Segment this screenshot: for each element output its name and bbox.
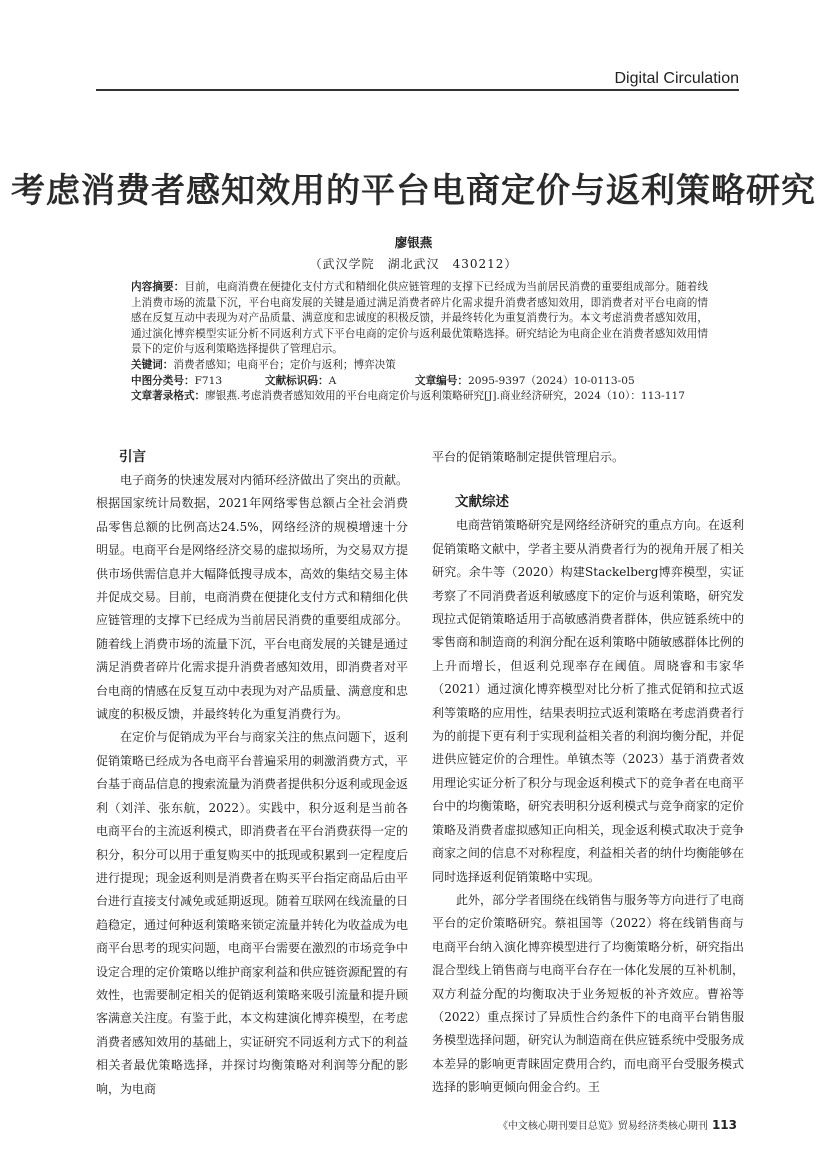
clc-label: 中图分类号： — [131, 374, 195, 387]
article-no-label: 文章编号： — [415, 374, 468, 387]
keywords-label: 关键词： — [131, 358, 174, 371]
header-divider — [96, 89, 739, 91]
keywords — [131, 358, 708, 374]
intro-continuation: 平台的促销策略制定提供管理启示。 — [432, 450, 625, 464]
abstract — [131, 280, 708, 358]
footer-journal-line: 《中文核心期刊要目总览》贸易经济类核心期刊 — [497, 1121, 708, 1132]
doc-code-label: 文献标识码： — [265, 374, 329, 387]
author-affiliation: （武汉学院 湖北武汉 430212） — [309, 257, 518, 271]
article-metadata — [131, 280, 708, 405]
citation — [131, 389, 708, 405]
literature-paragraph: 电商营销策略研究是网络经济研究的重点方向。在返利促销策略文献中，学者主要从消费者行为的视角开展了相关研究。余牛等（2020）构建Stackelberg博弈模型，实证考察了不同消费者返利敏感度下的定价与返利策略，研究发现拉式促销策略适用于高敏感消费者群体，供应链系统中的零售商和制造商的利润分配在返利策略中随敏感群体比例的上升而增长，但返利兑现率存在阈值。周晓睿和韦家华（2021）通过演化博弈模型对比分析了推式促销和拉式返利等策略的应用性，结果表明拉式返利策略在考虑消费者行为的前提下更有利于实现利益相关者的利润均衡分配，并促进供应链定价的合理性。单镇杰等（2023）基于消费者效用理论实证分析了积分与现金返利模式下的竞争者在电商平台中的均衡策略，研究表明积分返利模式与竞争商家的定价策略及消费者虚拟感知正向相关，现金返利模式取决于竞争商家之间的信息不对称程度，利益相关者的纳什均衡能够在同时选择返利促销策略中实现。 — [432, 518, 745, 884]
article-title: 考虑消费者感知效用的平台电商定价与返利策略研究 — [11, 171, 816, 211]
page-number: 113 — [711, 1118, 737, 1132]
page-footer — [498, 1117, 737, 1132]
citation-label: 文章著录格式： — [131, 390, 206, 403]
keywords-text: 消费者感知；电商平台；定价与返利；博弈决策 — [173, 358, 396, 371]
citation-text: 廖银燕.考虑消费者感知效用的平台电商定价与返利策略研究[J].商业经济研究，2024（10）：113-117 — [205, 390, 685, 403]
intro-paragraph: 电子商务的快速发展对内循环经济做出了突出的贡献。根据国家统计局数据，2021年网络零售总额占全社会消费品零售总额的比例高达24.5%，网络经济的规模增速十分明显。电商平台是网络经济交易的虚拟场所，为交易双方提供市场供需信息并大幅降低搜寻成本，高效的集结交易主体并促成交易。目前，电商消费在便捷化支付方式和精细化供应链管理的支撑下已经成为当前居民消费的重要组成部分。随着线上消费市场的流量下沉，平台电商发展的关键是通过满足消费者碎片化需求提升消费者感知效用，即消费者对平台电商的情感在反复互动中表现为对产品质量、满意度和忠诚度的积极反馈，并最终转化为重复消费行为。 — [96, 473, 409, 722]
author-name: 廖银燕 — [394, 235, 433, 250]
clc-value: F713 — [194, 374, 223, 387]
doc-code-value: A — [328, 374, 337, 387]
intro-paragraph: 在定价与促销成为平台与商家关注的焦点问题下，返利促销策略已经成为各电商平台普遍采用的刺激消费方式，平台基于商品信息的搜索流量为消费者提供积分返利或现金返利（刘洋、张东航，2022）。实践中，积分返利是当前各电商平台的主流返利模式，即消费者在平台消费获得一定的积分，积分可以用于重复购买中的抵现或积累到一定程度后进行提现；现金返利则是消费者在购买平台指定商品后由平台进行直接支付减免或延期返现。随着互联网在线流量的日趋稳定，通过何种返利策略来锁定流量并转化为收益成为电商平台思考的现实问题，电商平台需要在激烈的市场竞争中设定合理的定价策略以维护商家利益和供应链资源配置的有效性，也需要制定相关的促销返利策略来吸引流量和提升顾客满意关注度。有鉴于此，本文构建演化博弈模型，在考虑消费者感知效用的基础上，实证研究不同返利方式下的利益相关者最优策略选择，并探讨均衡策略对利润等分配的影响，为电商 — [96, 730, 409, 1096]
classification-row — [131, 374, 708, 390]
journal-header-label: Digital Circulation — [614, 70, 739, 87]
left-column — [96, 446, 408, 1101]
literature-heading: 文献综述 — [455, 494, 509, 511]
intro-heading: 引言 — [119, 449, 146, 465]
literature-paragraph: 此外，部分学者围绕在线销售与服务等方向进行了电商平台的定价策略研究。蔡祖国等（2022）将在线销售商与电商平台纳入演化博弈模型进行了均衡策略分析，研究指出混合型线上销售商与电商平台存在一体化发展的互补机制，双方利益分配的均衡取决于业务短板的补齐效应。曹裕等（2022）重点探讨了异质性合约条件下的电商平台销售服务模型选择问题，研究认为制造商在供应链系统中受服务成本差异的影响更青睐固定费用合约，而电商平台受服务模式选择的影响更倾向佣金合约。王 — [432, 892, 745, 1095]
abstract-label: 内容摘要： — [131, 281, 185, 293]
right-column — [432, 446, 744, 1100]
article-no-value: 2095-9397（2024）10-0113-05 — [467, 374, 635, 387]
abstract-text: 目前，电商消费在便捷化支付方式和精细化供应链管理的支撑下已经成为当前居民消费的重要组成部分。随着线上消费市场的流量下沉，平台电商发展的关键是通过满足消费者碎片化需求提升消费者感知效用，即消费者对平台电商的情感在反复互动中表现为对产品质量、满意度和忠诚度的积极反馈，并最终转化为重复消费行为。本文考虑消费者感知效用，通过演化博弈模型实证分析不同返利方式下平台电商的定价与返利最优策略选择。研究结论为电商企业在消费者感知效用情景下的定价与返利策略选择提供了管理启示。 — [131, 281, 708, 356]
